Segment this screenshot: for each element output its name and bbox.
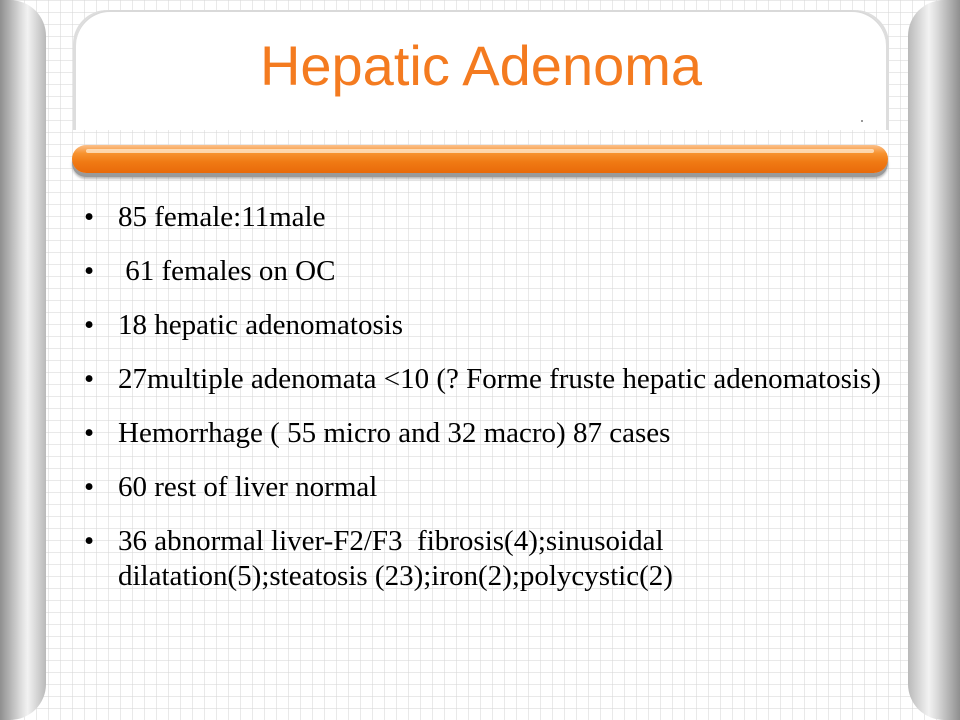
bullet-item: • 18 hepatic adenomatosis	[84, 308, 884, 343]
orange-divider-bar	[72, 145, 888, 173]
title-dot	[861, 120, 863, 122]
bullet-item: • 85 female:11male	[84, 200, 884, 235]
bullet-item: • 36 abnormal liver-F2/F3 fibrosis(4);sinusoidal dilatation(5);steatosis (23);iron(2);polycystic(2)	[84, 524, 884, 594]
bullet-item: • 60 rest of liver normal	[84, 470, 884, 505]
left-decorative-bar	[0, 0, 46, 720]
bullet-item: • 27multiple adenomata <10 (? Forme fruste hepatic adenomatosis)	[84, 362, 884, 397]
slide-title: Hepatic Adenoma	[259, 34, 703, 97]
bullet-item: • 61 females on OC	[84, 254, 884, 289]
bullet-list	[84, 200, 884, 613]
right-decorative-bar	[908, 0, 960, 720]
bullet-item: • Hemorrhage ( 55 micro and 32 macro) 87 cases	[84, 416, 884, 451]
